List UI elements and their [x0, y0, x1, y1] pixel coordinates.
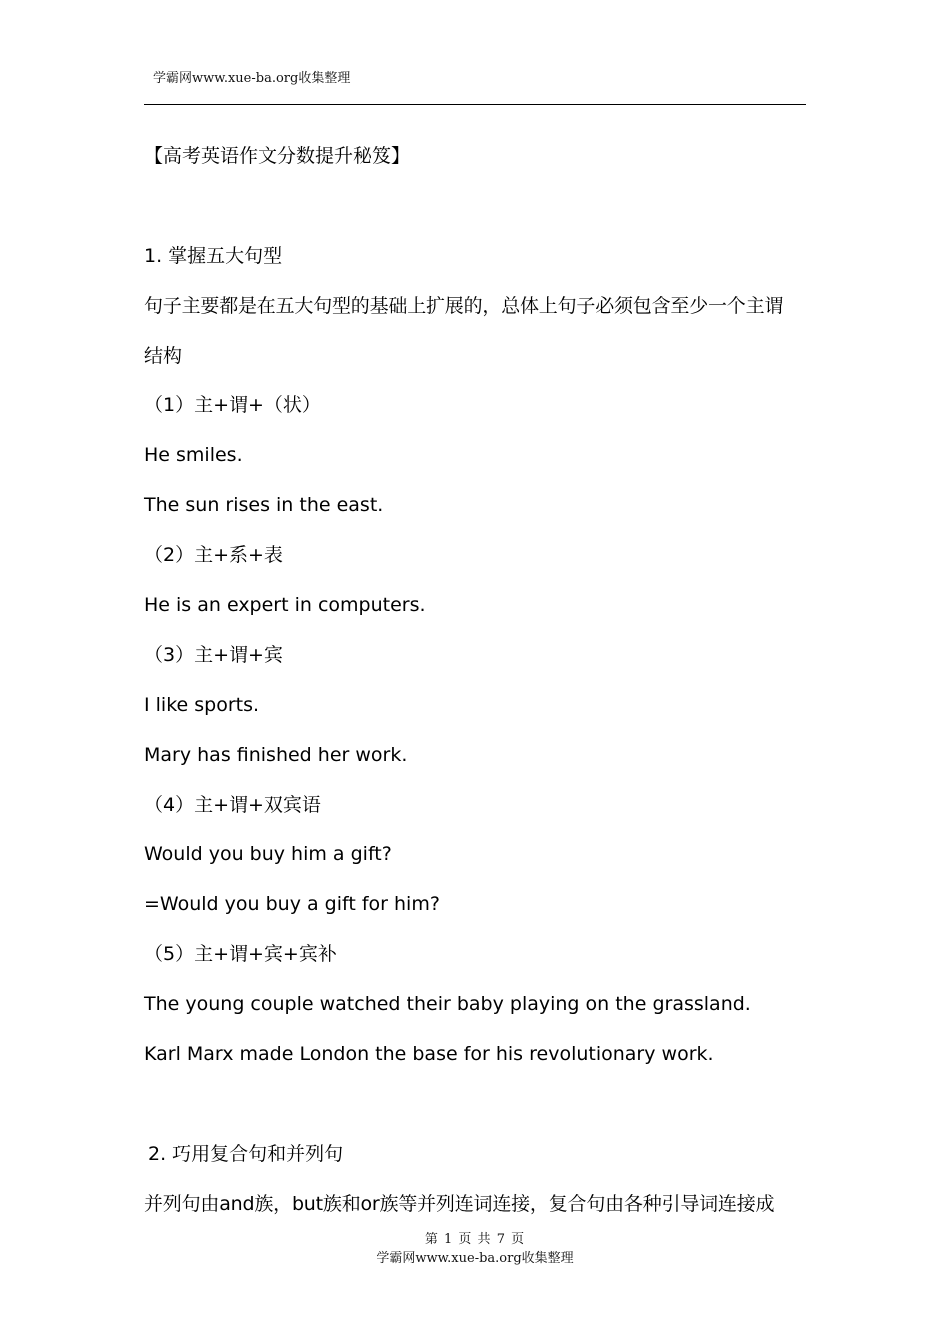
pattern-4: （4）主+谓+双宾语 — [144, 793, 321, 816]
section-2-heading: 2. 巧用复合句和并列句 — [148, 1142, 344, 1165]
header-divider — [144, 104, 806, 105]
document-body — [144, 132, 814, 1230]
example-1a: He smiles. — [144, 444, 243, 467]
blank-line — [144, 182, 814, 232]
footer-page-indicator: 第 1 页 共 7 页 — [424, 1232, 526, 1247]
section-1-intro-line-1: 句子主要都是在五大句型的基础上扩展的，总体上句子必须包含至少一个主谓 — [144, 294, 784, 317]
blank-line — [144, 1080, 814, 1130]
example-1b: The sun rises in the east. — [144, 494, 384, 517]
pattern-5: （5）主+谓+宾+宾补 — [144, 943, 337, 966]
example-4a: Would you buy him a gift? — [144, 843, 392, 866]
example-3a: I like sports. — [144, 693, 260, 716]
section-2-intro-line-1: 并列句由and族，but族和or族等并列连词连接，复合句由各种引导词连接成 — [144, 1192, 775, 1215]
section-1-intro-line-2: 结构 — [144, 344, 183, 367]
pattern-2: （2）主+系+表 — [144, 544, 283, 567]
example-4b: =Would you buy a gift for him? — [144, 893, 440, 916]
example-5b: Karl Marx made London the base for his revolutionary work. — [144, 1043, 714, 1066]
example-5a: The young couple watched their baby playing on the grassland. — [144, 993, 751, 1016]
page-header-site-label: 学霸网www.xue-ba.org收集整理 — [153, 71, 351, 86]
pattern-3: （3）主+谓+宾 — [144, 643, 283, 666]
pattern-1: （1）主+谓+（状） — [144, 394, 321, 417]
document-title: 【高考英语作文分数提升秘笈】 — [144, 145, 411, 167]
example-3b: Mary has finished her work. — [144, 743, 408, 766]
section-1-heading: 1. 掌握五大句型 — [144, 244, 283, 267]
footer-site-label: 学霸网www.xue-ba.org收集整理 — [376, 1251, 574, 1266]
example-2a: He is an expert in computers. — [144, 594, 426, 617]
